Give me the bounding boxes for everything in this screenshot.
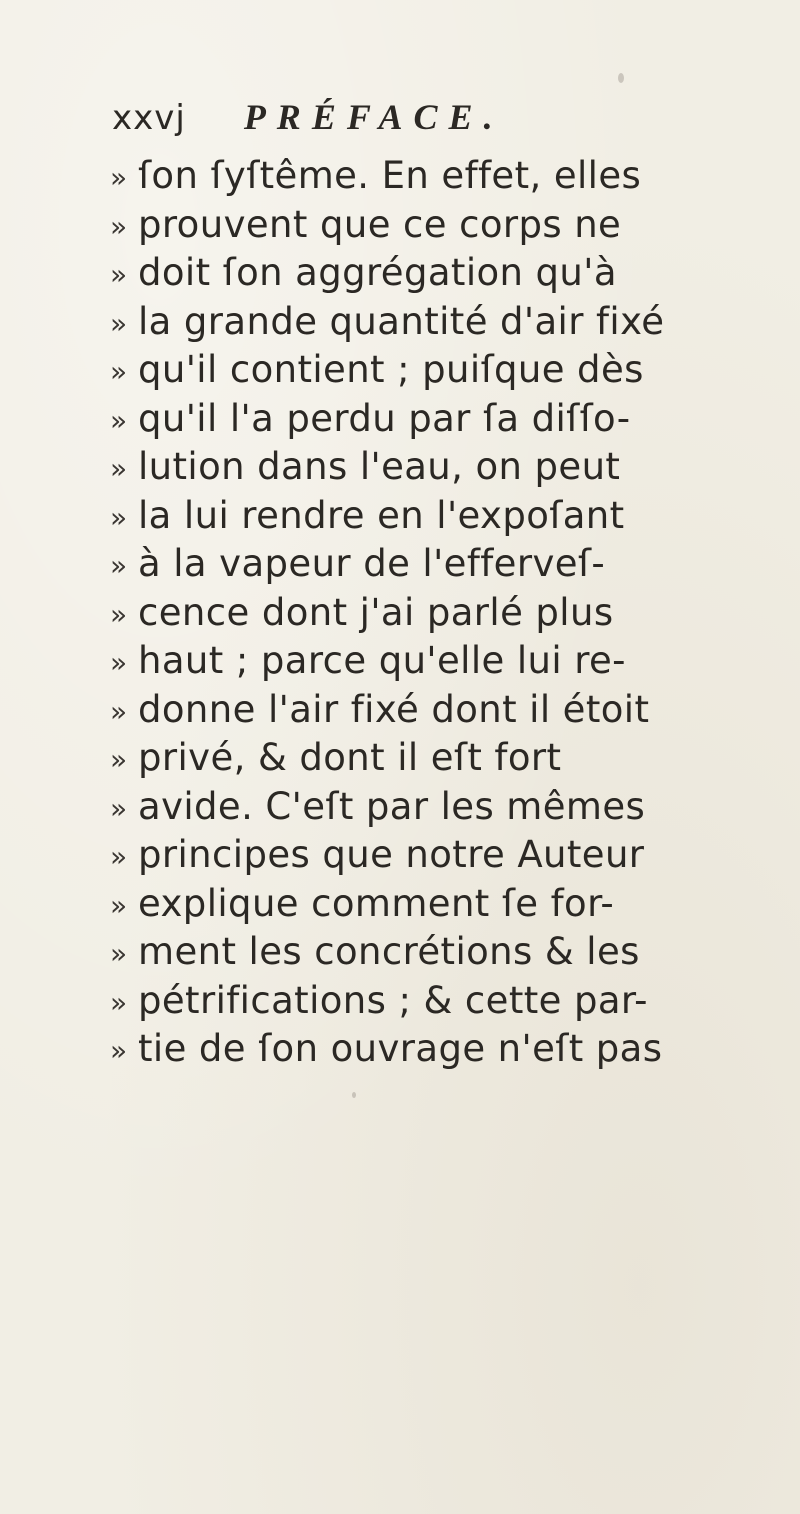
quote-mark: »: [110, 791, 128, 825]
text-line: [110, 686, 778, 735]
quote-mark: »: [110, 258, 128, 291]
line-text: prouvent que ce corps ne: [138, 202, 622, 246]
line-text: donne l'air fixé dont il étoit: [138, 687, 650, 731]
text-line: [110, 734, 778, 783]
quote-mark: »: [110, 549, 128, 582]
text-line: [110, 783, 778, 832]
text-line: [110, 880, 778, 929]
line-text: tie de ſon ouvrage n'eſt pas: [138, 1027, 663, 1070]
text-line: [110, 977, 778, 1026]
text-line: [110, 1025, 778, 1074]
text-line: [110, 201, 778, 250]
line-text: à la vapeur de l'efferveſ-: [138, 542, 606, 585]
quote-mark: »: [110, 597, 128, 631]
text-line: [110, 249, 778, 298]
line-text: privé, & dont il eſt fort: [138, 736, 562, 779]
line-text: la lui rendre en l'expoſant: [138, 493, 625, 537]
running-title: PRÉFACE.: [243, 97, 504, 137]
line-text: principes que notre Auteur: [138, 833, 645, 876]
line-text: pétrifications ; & cette par-: [138, 978, 648, 1022]
line-text: doit ſon aggrégation qu'à: [138, 251, 617, 294]
line-text: cence dont j'ai parlé plus: [138, 590, 614, 634]
text-line: [110, 346, 778, 395]
page-number: xxvj: [112, 98, 186, 138]
quote-mark: »: [110, 161, 128, 194]
quote-mark: »: [110, 888, 128, 922]
body-text: [110, 152, 778, 1074]
quote-mark: »: [110, 306, 128, 340]
line-text: ſon ſyſtême. En effet, elles: [138, 154, 642, 197]
line-text: qu'il contient ; puiſque dès: [138, 348, 644, 391]
page-header: [112, 96, 762, 146]
text-line: [110, 492, 778, 541]
quote-mark: »: [110, 743, 128, 776]
quote-mark: »: [110, 646, 128, 679]
text-line: [110, 152, 778, 201]
quote-mark: »: [110, 403, 128, 437]
line-text: qu'il l'a perdu par ſa diſſo-: [138, 396, 631, 440]
line-text: la grande quantité d'air fixé: [138, 299, 665, 343]
line-text: haut ; parce qu'elle lui re-: [138, 639, 626, 682]
ink-speck: [618, 73, 624, 83]
quote-mark: »: [110, 937, 128, 970]
text-line: [110, 298, 778, 347]
quote-mark: »: [110, 1034, 128, 1067]
text-line: [110, 540, 778, 589]
text-line: [110, 928, 778, 977]
text-line: [110, 831, 778, 880]
text-line: [110, 443, 778, 492]
quote-mark: »: [110, 355, 128, 388]
text-line: [110, 395, 778, 444]
text-line: [110, 589, 778, 638]
quote-mark: »: [110, 452, 128, 485]
line-text: avide. C'eſt par les mêmes: [138, 784, 646, 828]
ink-speck: [352, 1092, 356, 1098]
line-text: explique comment ſe for-: [138, 881, 615, 925]
quote-mark: »: [110, 500, 128, 534]
quote-mark: »: [110, 209, 128, 243]
quote-mark: »: [110, 694, 128, 728]
line-text: lution dans l'eau, on peut: [138, 445, 621, 488]
text-line: [110, 637, 778, 686]
quote-mark: »: [110, 840, 128, 873]
quote-mark: »: [110, 985, 128, 1019]
line-text: ment les concrétions & les: [138, 930, 640, 973]
